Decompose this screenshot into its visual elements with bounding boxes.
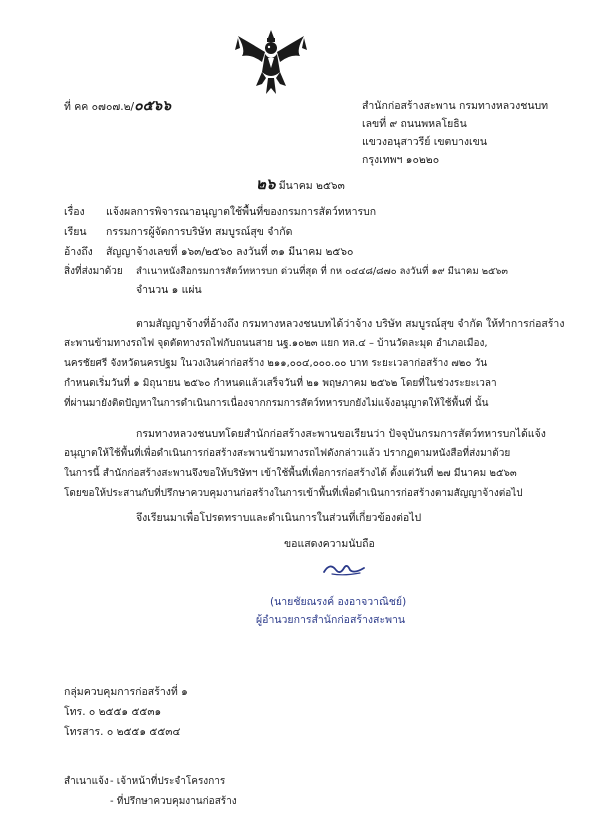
signatory-name: (นายชัยณรงค์ องอาจวาณิชย์) [270, 596, 407, 608]
division-name: กลุ่มควบคุมการก่อสร้างที่ ๑ [64, 686, 188, 698]
phone-number: โทร. ๐ ๒๕๕๑ ๕๕๓๑ [64, 706, 162, 718]
signatory-position: ผู้อำนวยการสำนักก่อสร้างสะพาน [256, 614, 406, 626]
para1-line-5: ที่ผ่านมายังติดปัญหาในการดำเนินการเนื่องจากกรมการสัตว์ทหารบกยังไม่แจ้งอนุญาตให้ใช้พื้นที่ นั้น [64, 398, 489, 409]
closing-paragraph: จึงเรียนมาเพื่อโปรดทราบและดำเนินการในส่วนที่เกี่ยวข้องต่อไป [136, 512, 422, 524]
cc-line-1: - เจ้าหน้าที่ประจำโครงการ [110, 776, 226, 787]
office-line-4: กรุงเทพฯ ๑๐๒๒๐ [362, 154, 440, 166]
to-text: กรรมการผู้จัดการบริษัท สมบูรณ์สุข จำกัด [106, 226, 293, 238]
cc-line-2: - ที่ปรึกษาควบคุมงานก่อสร้าง [110, 796, 237, 807]
subject-text: แจ้งผลการพิจารณาอนุญาตใช้พื้นที่ของกรมการสัตว์ทหารบก [106, 206, 377, 218]
enclosure-text: สำเนาหนังสือกรมการสัตว์ทหารบก ด่วนที่สุด ที่ กห ๐๔๔๘/๘๗๐ ลงวันที่ ๑๙ มีนาคม ๒๕๖๓ [136, 266, 508, 277]
para2-line-1: กรมทางหลวงชนบทโดยสำนักก่อสร้างสะพานขอเรียนว่า ปัจจุบันกรมการสัตว์ทหารบกได้แจ้ง [136, 428, 546, 440]
office-line-3: แขวงอนุสาวรีย์ เขตบางเขน [362, 136, 488, 148]
enclosure-count: จำนวน ๑ แผ่น [136, 284, 202, 296]
cc-label: สำเนาแจ้ง [64, 776, 109, 787]
para1-line-1: ตามสัญญาจ้างที่อ้างถึง กรมทางหลวงชนบทได้ว่าจ้าง บริษัท สมบูรณ์สุข จำกัด ให้ทำการก่อสร้าง [136, 318, 565, 330]
para1-line-3: นครชัยศรี จังหวัดนครปฐม ในวงเงินค่าก่อสร้าง ๒๑๑,๐๐๔,๐๐๐.๐๐ บาท ระยะเวลาก่อสร้าง ๗๒๐ วัน [64, 358, 488, 369]
para2-line-3: ในการนี้ สำนักก่อสร้างสะพานจึงขอให้บริษัทฯ เข้าใช้พื้นที่เพื่อการก่อสร้างได้ ตั้งแต่วันที่ ๒๗ มีนาคม ๒๕๖๓ [64, 468, 517, 479]
regards-text: ขอแสดงความนับถือ [284, 538, 375, 550]
reference-label: อ้างถึง [64, 246, 93, 258]
fax-number: โทรสาร. ๐ ๒๕๕๑ ๕๕๓๔ [64, 726, 181, 738]
office-line-1: สำนักก่อสร้างสะพาน กรมทางหลวงชนบท [362, 100, 549, 112]
to-label: เรียน [64, 226, 87, 238]
garuda-emblem-icon [232, 28, 310, 98]
document-date: ๒๖ มีนาคม ๒๕๖๓ [256, 175, 345, 193]
para2-line-2: อนุญาตให้ใช้พื้นที่เพื่อดำเนินการก่อสร้างสะพานข้ามทางรถไฟดังกล่าวแล้ว ปรากฏตามหนังสือที่ส่งมาด้วย [64, 448, 511, 459]
reference-text: สัญญาจ้างเลขที่ ๑๖๓/๒๕๖๐ ลงวันที่ ๓๑ มีนาคม ๒๕๖๐ [106, 246, 354, 258]
subject-label: เรื่อง [64, 206, 85, 218]
para1-line-2: สะพานข้ามทางรถไฟ จุดตัดทางรถไฟกับถนนสาย นฐ.๑๐๒๓ แยก ทล.๔ – บ้านวัดละมุด อำเภอเมือง, [64, 338, 488, 349]
reference-number: ที่ คค ๐๗๐๗.๒/๐๕๖๖ [64, 98, 171, 114]
para1-line-4: กำหนดเริ่มวันที่ ๑ มิถุนายน ๒๕๖๐ กำหนดแล้วเสร็จวันที่ ๒๑ พฤษภาคม ๒๕๖๒ โดยที่ในช่วงระยะเวลา [64, 378, 497, 389]
signature-icon [320, 556, 368, 578]
enclosure-label: สิ่งที่ส่งมาด้วย [64, 266, 123, 277]
para2-line-4: โดยขอให้ประสานกับที่ปรึกษาควบคุมงานก่อสร้างในการเข้าพื้นที่เพื่อดำเนินการก่อสร้างตามสัญญาจ้างต่อไป [64, 488, 523, 499]
office-line-2: เลขที่ ๙ ถนนพหลโยธิน [362, 118, 467, 130]
